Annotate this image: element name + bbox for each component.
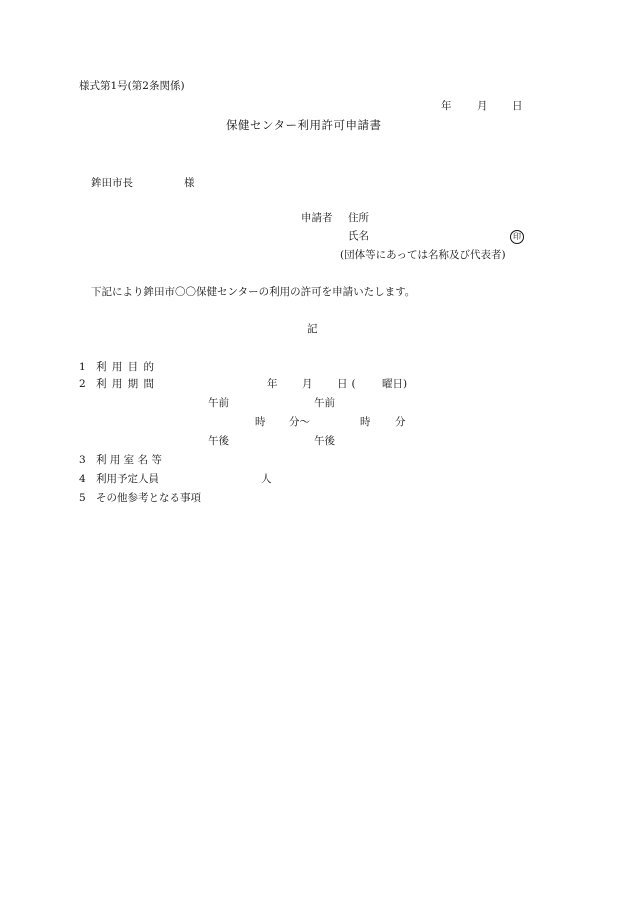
addressee-name: 鉾田市長 bbox=[91, 177, 133, 189]
item-5-number: 5 bbox=[79, 492, 86, 504]
start-am-label: 午前 bbox=[208, 397, 229, 409]
end-minute-label: 分 bbox=[395, 416, 406, 428]
form-number: 様式第1号(第2条関係) bbox=[79, 80, 185, 92]
ki-heading: 記 bbox=[307, 323, 318, 335]
date-year-label: 年 bbox=[441, 100, 452, 112]
period-year-label: 年 bbox=[267, 378, 278, 390]
applicant-note: (団体等にあっては名称及び代表者) bbox=[340, 249, 506, 261]
date-day-label: 日 bbox=[512, 100, 523, 112]
start-hour-label: 時 bbox=[255, 416, 266, 428]
item-1-number: 1 bbox=[79, 361, 86, 373]
end-hour-label: 時 bbox=[360, 416, 371, 428]
date-month-label: 月 bbox=[477, 100, 488, 112]
request-statement: 下記により鉾田市〇〇保健センターの利用の許可を申請いたします。 bbox=[91, 286, 416, 298]
period-month-label: 月 bbox=[302, 378, 313, 390]
end-am-label: 午前 bbox=[314, 397, 335, 409]
period-day-label: 日( bbox=[337, 378, 360, 390]
item-2-label: 利 用 期 間 bbox=[96, 378, 156, 390]
item-1-label: 利 用 目 的 bbox=[96, 361, 156, 373]
item-2-number: 2 bbox=[79, 378, 86, 390]
item-4-label: 利用予定人員 bbox=[96, 473, 159, 485]
addressee-honorific: 様 bbox=[184, 177, 195, 189]
name-label: 氏名 bbox=[348, 230, 369, 242]
seal-mark: 印 bbox=[510, 230, 524, 244]
item-3-label: 利 用 室 名 等 bbox=[96, 454, 162, 466]
start-pm-label: 午後 bbox=[208, 435, 229, 447]
start-minute-label: 分〜 bbox=[289, 416, 310, 428]
item-4-unit: 人 bbox=[261, 473, 272, 485]
address-label: 住所 bbox=[348, 212, 369, 224]
item-5-label: その他参考となる事項 bbox=[96, 492, 201, 504]
document-title: 保健センター利用許可申請書 bbox=[226, 118, 382, 132]
end-pm-label: 午後 bbox=[314, 435, 335, 447]
period-weekday-label: 曜日) bbox=[382, 378, 408, 390]
item-3-number: 3 bbox=[79, 454, 86, 466]
item-4-number: 4 bbox=[79, 473, 86, 485]
applicant-label: 申請者 bbox=[301, 212, 333, 224]
